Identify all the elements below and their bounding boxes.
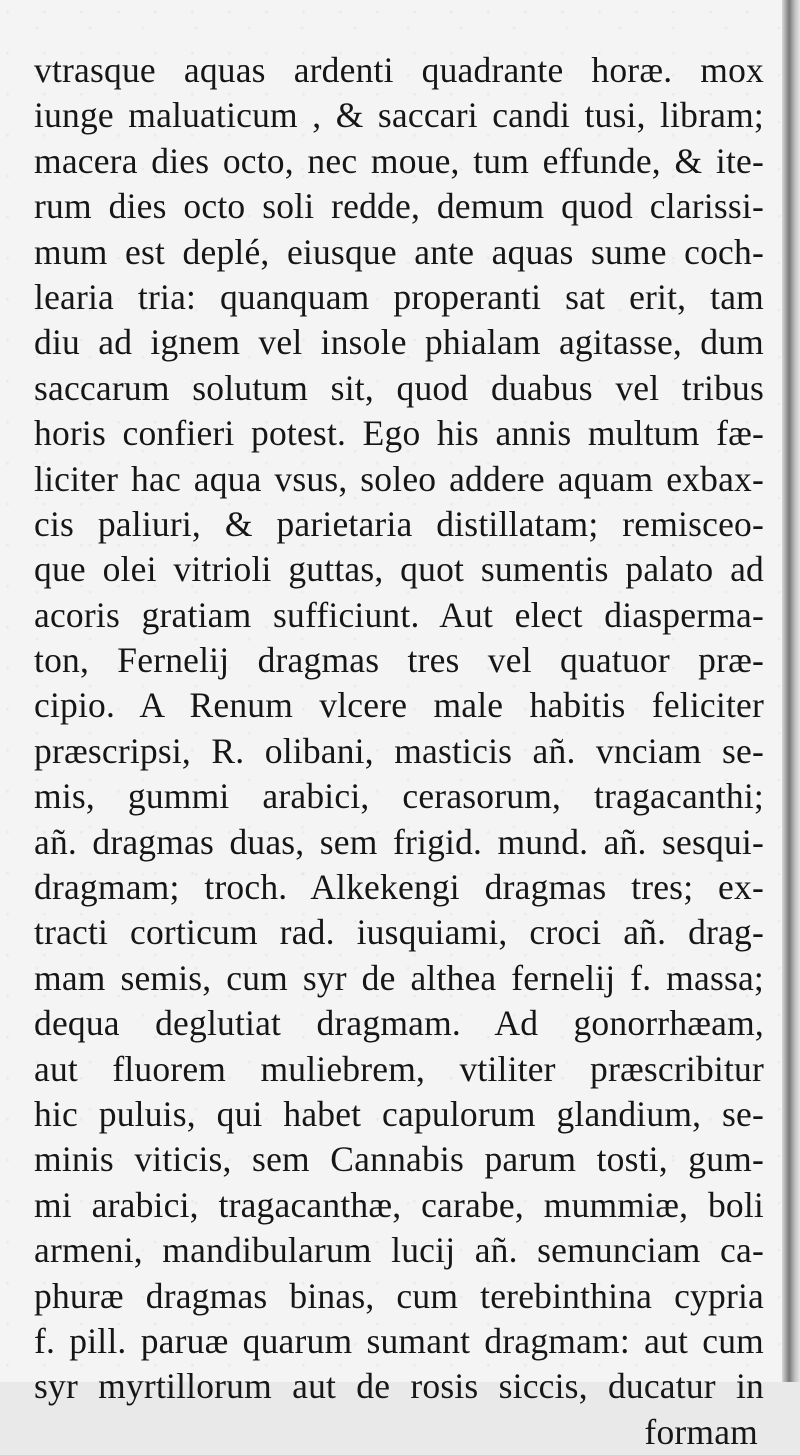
text-line: vtrasque aquas ardenti quadrante horæ. mox <box>34 50 764 90</box>
text-line: mam semis, cum syr de althea fernelij f. massa; <box>34 957 764 998</box>
text-line: mum est deplé, eiusque ante aquas sume coch- <box>34 231 764 272</box>
text-line: cipio. A Renum vlcere male habitis feliciter <box>34 685 764 726</box>
text-line: mis, gummi arabici, cerasorum, tragacanthi; <box>34 776 764 817</box>
text-line: learia tria: quanquam properanti sat erit, tam <box>34 276 764 317</box>
text-line: tracti corticum rad. iusquiami, croci añ. drag- <box>34 912 764 953</box>
text-line: liciter hac aqua vsus, soleo addere aquam exbax- <box>34 458 764 499</box>
text-line: minis viticis, sem Cannabis parum tosti, gum- <box>34 1139 764 1180</box>
text-line: dragmam; troch. Alkekengi dragmas tres; ex- <box>34 867 764 908</box>
catchword: formam <box>644 1411 758 1452</box>
text-line: horis confieri potest. Ego his annis multum fæ- <box>34 413 764 454</box>
text-line: añ. dragmas duas, sem frigid. mund. añ. sesqui- <box>34 821 764 862</box>
text-line: rum dies octo soli redde, demum quod clarissi- <box>34 186 764 227</box>
text-line: phuræ dragmas binas, cum terebinthina cypria <box>34 1275 764 1316</box>
text-line: f. pill. paruæ quarum sumant dragmam: aut cum <box>34 1320 764 1361</box>
text-line: aut fluorem muliebrem, vtiliter præscribitur <box>34 1048 764 1089</box>
text-line: macera dies octo, nec moue, tum effunde, & ite- <box>34 140 764 181</box>
text-line: saccarum solutum sit, quod duabus vel tribus <box>34 367 764 408</box>
text-line: acoris gratiam sufficiunt. Aut elect diasperma- <box>34 594 764 635</box>
page-edge-shadow <box>782 0 800 1382</box>
body-text <box>34 48 764 1455</box>
text-line: ton, Fernelij dragmas tres vel quatuor præ- <box>34 640 764 681</box>
text-line: iunge maluaticum , & saccari candi tusi, libram; <box>34 95 764 136</box>
text-line: armeni, mandibularum lucij añ. semunciam ca- <box>34 1230 764 1271</box>
text-line: cis paliuri, & parietaria distillatam; remisceo- <box>34 503 764 544</box>
text-line: syr myrtillorum aut de rosis siccis, ducatur in <box>34 1366 764 1407</box>
text-line: dequa deglutiat dragmam. Ad gonorrhæam, <box>34 1003 764 1044</box>
text-line: mi arabici, tragacanthæ, carabe, mummiæ, boli <box>34 1184 764 1225</box>
text-line: que olei vitrioli guttas, quot sumentis palato ad <box>34 549 764 590</box>
text-line: hic puluis, qui habet capulorum glandium, se- <box>34 1093 764 1134</box>
text-line: præscripsi, R. olibani, masticis añ. vnciam se- <box>34 730 764 771</box>
text-line: diu ad ignem vel insole phialam agitasse, dum <box>34 322 764 363</box>
